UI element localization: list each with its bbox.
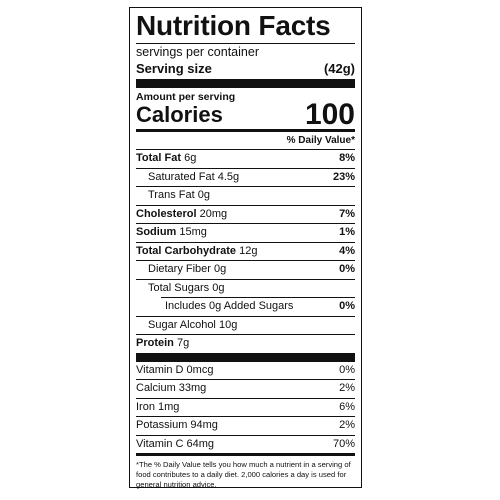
vitamin-text: Potassium 94mg bbox=[136, 419, 218, 431]
nutrient-amount: 20mg bbox=[199, 207, 228, 220]
amount-per-serving: Amount per serving bbox=[136, 91, 236, 103]
nutrient-row-dietary-fiber bbox=[136, 260, 355, 279]
nutrient-daily-value: 7% bbox=[339, 207, 355, 220]
calories-label: Calories bbox=[136, 102, 223, 127]
label-title: Nutrition Facts bbox=[136, 10, 331, 41]
nutrient-name: Protein bbox=[136, 337, 174, 349]
vitamin-text: Vitamin D 0mcg bbox=[136, 363, 214, 376]
vitamin-daily-value: 6% bbox=[339, 400, 355, 413]
vitamin-row-potassium bbox=[136, 416, 355, 435]
serving-size-value: (42g) bbox=[323, 61, 355, 76]
nutrient-row-total-carbohydrate bbox=[136, 242, 355, 261]
nutrient-name: Trans Fat bbox=[148, 189, 195, 201]
nutrient-row-sugar-alcohol bbox=[136, 316, 355, 335]
vitamin-row-calcium bbox=[136, 379, 355, 398]
vitamin-text: Calcium 33mg bbox=[136, 382, 207, 394]
nutrient-row-trans-fat bbox=[136, 186, 355, 205]
vitamin-daily-value: 2% bbox=[339, 382, 355, 394]
vitamin-row-iron bbox=[136, 398, 355, 417]
nutrient-amount: 0g bbox=[212, 281, 225, 294]
nutrient-amount: 0g bbox=[197, 189, 210, 201]
vitamin-daily-value: 2% bbox=[339, 419, 355, 431]
nutrient-amount: 6g bbox=[184, 152, 197, 164]
nutrient-daily-value: 4% bbox=[339, 244, 355, 257]
serving-size-row bbox=[136, 60, 355, 79]
nutrient-row-total-fat bbox=[136, 149, 355, 168]
divider bbox=[136, 43, 355, 44]
servings-per-container: servings per container bbox=[136, 45, 259, 59]
vitamin-row-vitamin-d bbox=[136, 362, 355, 380]
nutrient-daily-value: 0% bbox=[339, 300, 355, 312]
daily-value-footnote: *The % Daily Value tells you how much a nutrient in a serving of food contributes to a daily diet. 2,000 calories a day is used for general nutrition advice. bbox=[136, 460, 351, 489]
nutrient-name: Saturated Fat bbox=[148, 170, 215, 183]
nutrient-amount: 12g bbox=[239, 244, 258, 257]
nutrient-row-sodium bbox=[136, 223, 355, 242]
nutrient-row-total-sugars bbox=[136, 279, 355, 298]
nutrient-daily-value: 23% bbox=[332, 170, 355, 183]
nutrient-amount: 7g bbox=[176, 337, 190, 349]
nutrition-facts-label bbox=[129, 7, 362, 488]
calories-row bbox=[136, 98, 355, 131]
thick-divider bbox=[136, 353, 355, 362]
nutrient-row-cholesterol bbox=[136, 205, 355, 224]
nutrient-row-protein bbox=[136, 334, 355, 353]
nutrient-name: Sugar Alcohol bbox=[148, 318, 216, 331]
nutrient-amount: 15mg bbox=[179, 226, 207, 238]
calories-value: 100 bbox=[304, 98, 355, 131]
nutrient-name: Total Carbohydrate bbox=[136, 244, 237, 257]
thick-divider bbox=[136, 79, 355, 88]
nutrient-name: Total Fat bbox=[136, 152, 182, 164]
nutrient-row-saturated-fat bbox=[136, 168, 355, 187]
nutrient-row-added-sugars bbox=[161, 297, 355, 316]
vitamin-text: Iron 1mg bbox=[136, 400, 180, 413]
nutrient-daily-value: 0% bbox=[339, 263, 355, 275]
serving-size-label: Serving size bbox=[136, 61, 212, 76]
nutrient-daily-value: 8% bbox=[339, 152, 355, 164]
vitamin-daily-value: 70% bbox=[332, 437, 355, 450]
vitamin-daily-value: 0% bbox=[339, 363, 355, 376]
nutrient-amount: 0g bbox=[214, 263, 227, 275]
nutrient-amount: 10g bbox=[218, 318, 238, 331]
vitamin-text: Vitamin C 64mg bbox=[136, 437, 215, 450]
nutrient-name: Sodium bbox=[136, 226, 177, 238]
nutrient-name: Includes 0g Added Sugars bbox=[165, 300, 294, 312]
nutrient-daily-value: 1% bbox=[339, 226, 355, 238]
nutrient-amount: 4.5g bbox=[217, 170, 240, 183]
nutrient-name: Dietary Fiber bbox=[148, 263, 211, 275]
nutrient-name: Cholesterol bbox=[136, 207, 197, 220]
daily-value-header: % Daily Value* bbox=[286, 135, 355, 146]
vitamin-row-vitamin-c bbox=[136, 435, 355, 454]
nutrient-name: Total Sugars bbox=[148, 281, 210, 294]
